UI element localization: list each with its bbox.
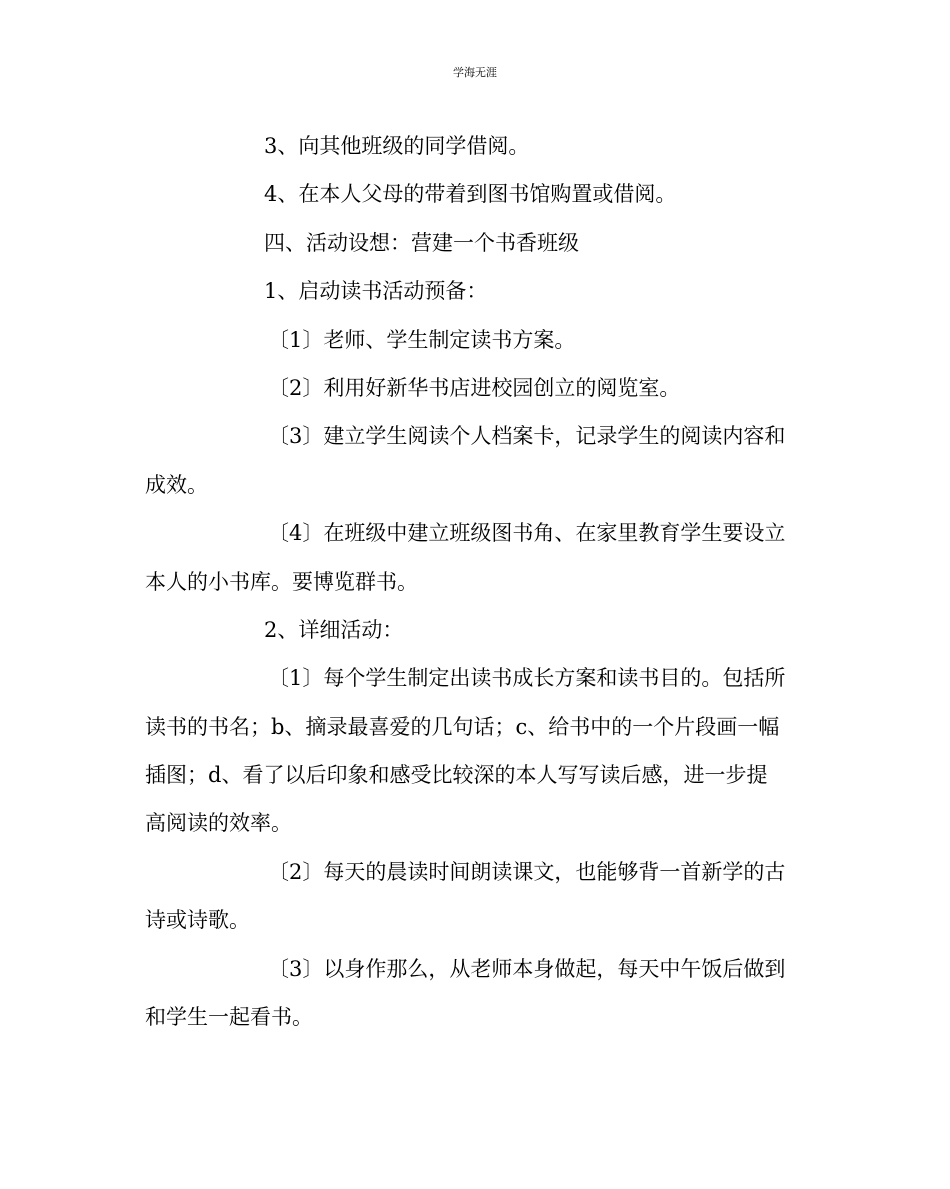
subsection-heading: 2、详细活动： — [264, 617, 404, 642]
paragraph-line: 插图；d、看了以后印象和感受比较深的本人写写读后感，进一步提 — [145, 763, 768, 788]
document-body — [145, 130, 807, 1049]
paragraph-line: 成效。 — [145, 472, 208, 497]
paragraph-line: 〔3〕建立学生阅读个人档案卡，记录学生的阅读内容和 — [268, 424, 786, 449]
paragraph-line: 4、在本人父母的带着到图书馆购置或借阅。 — [264, 182, 677, 207]
paragraph-line: 〔3〕以身作那么，从老师本身做起，每天中午饭后做到 — [268, 956, 786, 981]
paragraph-line: 〔2〕每天的晨读时间朗读课文，也能够背一首新学的古 — [268, 859, 786, 884]
paragraph-line: 读书的书名；b、摘录最喜爱的几句话；c、给书中的一个片段画一幅 — [145, 714, 780, 739]
page-header: 学海无涯 — [453, 66, 497, 79]
paragraph-line: 3、向其他班级的同学借阅。 — [264, 134, 530, 158]
paragraph-line: 和学生一起看书。 — [145, 1005, 313, 1030]
section-heading: 四、活动设想：营建一个书香班级 — [264, 230, 579, 255]
paragraph-line: 〔4〕在班级中建立班级图书角、在家里教育学生要设立 — [268, 521, 786, 546]
paragraph-line: 〔1〕每个学生制定出读书成长方案和读书目的。包括所 — [268, 666, 786, 691]
subsection-heading: 1、启动读书活动预备： — [264, 279, 488, 304]
paragraph-line: 高阅读的效率。 — [145, 811, 292, 836]
paragraph-line: 〔1〕老师、学生制定读书方案。 — [268, 327, 576, 352]
paragraph-line: 〔2〕利用好新华书店进校园创立的阅览室。 — [268, 375, 681, 400]
paragraph-line: 诗或诗歌。 — [145, 908, 250, 933]
paragraph-line: 本人的小书库。要博览群书。 — [145, 569, 418, 594]
